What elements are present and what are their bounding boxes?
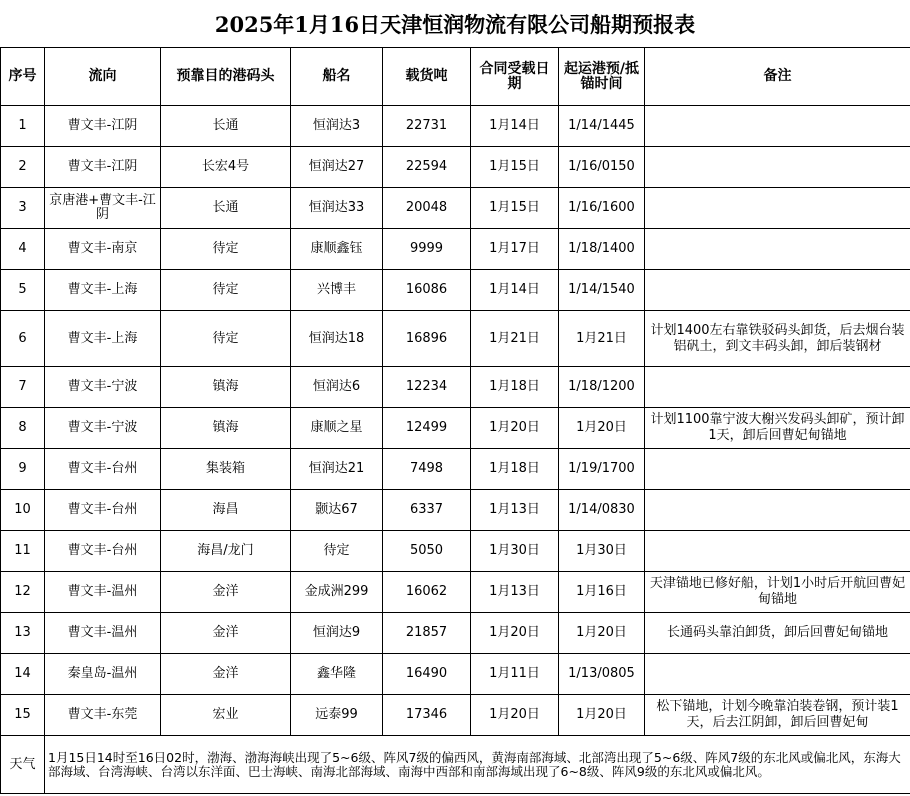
cell-remark [645,654,910,695]
cell-route: 京唐港+曹文丰-江阴 [45,188,161,229]
header-eta: 起运港预/抵锚时间 [559,48,645,106]
cell-eta: 1/14/0830 [559,490,645,531]
cell-seq: 15 [1,695,45,736]
header-contract: 合同受载日期 [471,48,559,106]
cell-contract: 1月18日 [471,367,559,408]
table-row [1,229,910,270]
cell-cargo: 22594 [383,147,471,188]
cell-eta: 1/14/1540 [559,270,645,311]
cell-remark [645,490,910,531]
cell-port: 待定 [161,229,291,270]
cell-contract: 1月11日 [471,654,559,695]
cell-seq: 13 [1,613,45,654]
header-port: 预靠目的港码头 [161,48,291,106]
table-row [1,490,910,531]
table-row [1,695,910,736]
cell-route: 曹文丰-东莞 [45,695,161,736]
cell-cargo: 16062 [383,572,471,613]
cell-eta: 1月30日 [559,531,645,572]
cell-port: 镇海 [161,367,291,408]
cell-cargo: 21857 [383,613,471,654]
schedule-table [0,47,910,794]
cell-contract: 1月14日 [471,270,559,311]
cell-cargo: 20048 [383,188,471,229]
cell-remark: 松下锚地，计划今晚靠泊装卷钢，预计装1天，后去江阴卸，卸后回曹妃甸 [645,695,910,736]
cell-route: 曹文丰-宁波 [45,367,161,408]
weather-label: 天气 [1,736,45,794]
table-row [1,311,910,367]
cell-contract: 1月15日 [471,188,559,229]
cell-eta: 1/16/0150 [559,147,645,188]
cell-route: 秦皇岛-温州 [45,654,161,695]
cell-ship: 恒润达6 [291,367,383,408]
cell-contract: 1月20日 [471,408,559,449]
cell-port: 待定 [161,270,291,311]
cell-route: 曹文丰-江阴 [45,147,161,188]
cell-route: 曹文丰-宁波 [45,408,161,449]
cell-route: 曹文丰-南京 [45,229,161,270]
cell-port: 长通 [161,188,291,229]
cell-seq: 9 [1,449,45,490]
cell-ship: 恒润达27 [291,147,383,188]
cell-seq: 8 [1,408,45,449]
header-ship: 船名 [291,48,383,106]
cell-eta: 1月16日 [559,572,645,613]
cell-cargo: 16490 [383,654,471,695]
cell-remark: 计划1400左右靠铁驳码头卸货，后去烟台装铝矾土，到文丰码头卸，卸后装钢材 [645,311,910,367]
cell-seq: 14 [1,654,45,695]
cell-seq: 1 [1,106,45,147]
cell-contract: 1月13日 [471,490,559,531]
cell-contract: 1月17日 [471,229,559,270]
table-row [1,449,910,490]
cell-port: 海昌/龙门 [161,531,291,572]
header-route: 流向 [45,48,161,106]
cell-contract: 1月15日 [471,147,559,188]
cell-route: 曹文丰-台州 [45,449,161,490]
cell-seq: 6 [1,311,45,367]
cell-route: 曹文丰-上海 [45,311,161,367]
cell-port: 集装箱 [161,449,291,490]
cell-eta: 1月20日 [559,408,645,449]
cell-ship: 康顺之星 [291,408,383,449]
table-row [1,147,910,188]
cell-remark: 天津锚地已修好船，计划1小时后开航回曹妃甸锚地 [645,572,910,613]
table-row [1,531,910,572]
cell-route: 曹文丰-温州 [45,613,161,654]
cell-cargo: 7498 [383,449,471,490]
cell-remark [645,449,910,490]
table-row [1,613,910,654]
cell-cargo: 16086 [383,270,471,311]
cell-ship: 恒润达3 [291,106,383,147]
cell-remark [645,270,910,311]
cell-seq: 7 [1,367,45,408]
cell-ship: 兴博丰 [291,270,383,311]
cell-eta: 1/13/0805 [559,654,645,695]
cell-ship: 远泰99 [291,695,383,736]
cell-remark [645,531,910,572]
cell-route: 曹文丰-台州 [45,490,161,531]
header-cargo: 载货吨 [383,48,471,106]
cell-seq: 10 [1,490,45,531]
table-row [1,270,910,311]
cell-cargo: 5050 [383,531,471,572]
cell-contract: 1月18日 [471,449,559,490]
table-row [1,367,910,408]
cell-seq: 2 [1,147,45,188]
cell-cargo: 17346 [383,695,471,736]
cell-eta: 1/19/1700 [559,449,645,490]
cell-contract: 1月21日 [471,311,559,367]
cell-route: 曹文丰-上海 [45,270,161,311]
cell-port: 金洋 [161,654,291,695]
header-remark: 备注 [645,48,910,106]
cell-seq: 12 [1,572,45,613]
cell-seq: 3 [1,188,45,229]
cell-ship: 鑫华隆 [291,654,383,695]
cell-eta: 1月20日 [559,695,645,736]
table-row [1,572,910,613]
cell-cargo: 12499 [383,408,471,449]
cell-contract: 1月30日 [471,531,559,572]
cell-contract: 1月13日 [471,572,559,613]
cell-contract: 1月14日 [471,106,559,147]
cell-cargo: 12234 [383,367,471,408]
cell-port: 宏业 [161,695,291,736]
header-seq: 序号 [1,48,45,106]
cell-port: 长宏4号 [161,147,291,188]
cell-contract: 1月20日 [471,695,559,736]
table-row [1,188,910,229]
cell-cargo: 6337 [383,490,471,531]
cell-remark: 计划1100靠宁波大榭兴发码头卸矿，预计卸1天，卸后回曹妃甸锚地 [645,408,910,449]
cell-ship: 颢达67 [291,490,383,531]
cell-remark [645,367,910,408]
cell-remark [645,147,910,188]
table-row [1,106,910,147]
cell-remark [645,188,910,229]
table-row [1,654,910,695]
cell-ship: 康顺鑫钰 [291,229,383,270]
cell-ship: 恒润达33 [291,188,383,229]
table-row [1,408,910,449]
cell-seq: 5 [1,270,45,311]
cell-seq: 4 [1,229,45,270]
cell-route: 曹文丰-江阴 [45,106,161,147]
page-title: 2025年1月16日天津恒润物流有限公司船期预报表 [0,0,910,48]
cell-ship: 待定 [291,531,383,572]
cell-route: 曹文丰-台州 [45,531,161,572]
cell-cargo: 9999 [383,229,471,270]
weather-text: 1月15日14时至16日02时，渤海、渤海海峡出现了5~6级、阵风7级的偏西风，黄海南部海域、北部湾出现了5~6级、阵风7级的东北风或偏北风，东海大部海域、台湾海峡、台湾以东洋面、巴士海峡、南海北部海域、南海中西部和南部海域出现了6~8级、阵风9级的东北风或偏北风。 [45,736,910,794]
cell-remark [645,106,910,147]
cell-remark [645,229,910,270]
cell-remark: 长通码头靠泊卸货，卸后回曹妃甸锚地 [645,613,910,654]
cell-eta: 1/18/1200 [559,367,645,408]
cell-port: 金洋 [161,613,291,654]
cell-port: 长通 [161,106,291,147]
cell-eta: 1月20日 [559,613,645,654]
cell-cargo: 22731 [383,106,471,147]
cell-route: 曹文丰-温州 [45,572,161,613]
cell-eta: 1/16/1600 [559,188,645,229]
cell-eta: 1月21日 [559,311,645,367]
cell-port: 镇海 [161,408,291,449]
header-row [1,48,910,106]
cell-contract: 1月20日 [471,613,559,654]
cell-cargo: 16896 [383,311,471,367]
cell-eta: 1/18/1400 [559,229,645,270]
cell-ship: 金成洲299 [291,572,383,613]
cell-port: 金洋 [161,572,291,613]
cell-eta: 1/14/1445 [559,106,645,147]
weather-row [1,736,910,794]
cell-ship: 恒润达9 [291,613,383,654]
cell-ship: 恒润达21 [291,449,383,490]
cell-port: 待定 [161,311,291,367]
cell-seq: 11 [1,531,45,572]
cell-ship: 恒润达18 [291,311,383,367]
cell-port: 海昌 [161,490,291,531]
